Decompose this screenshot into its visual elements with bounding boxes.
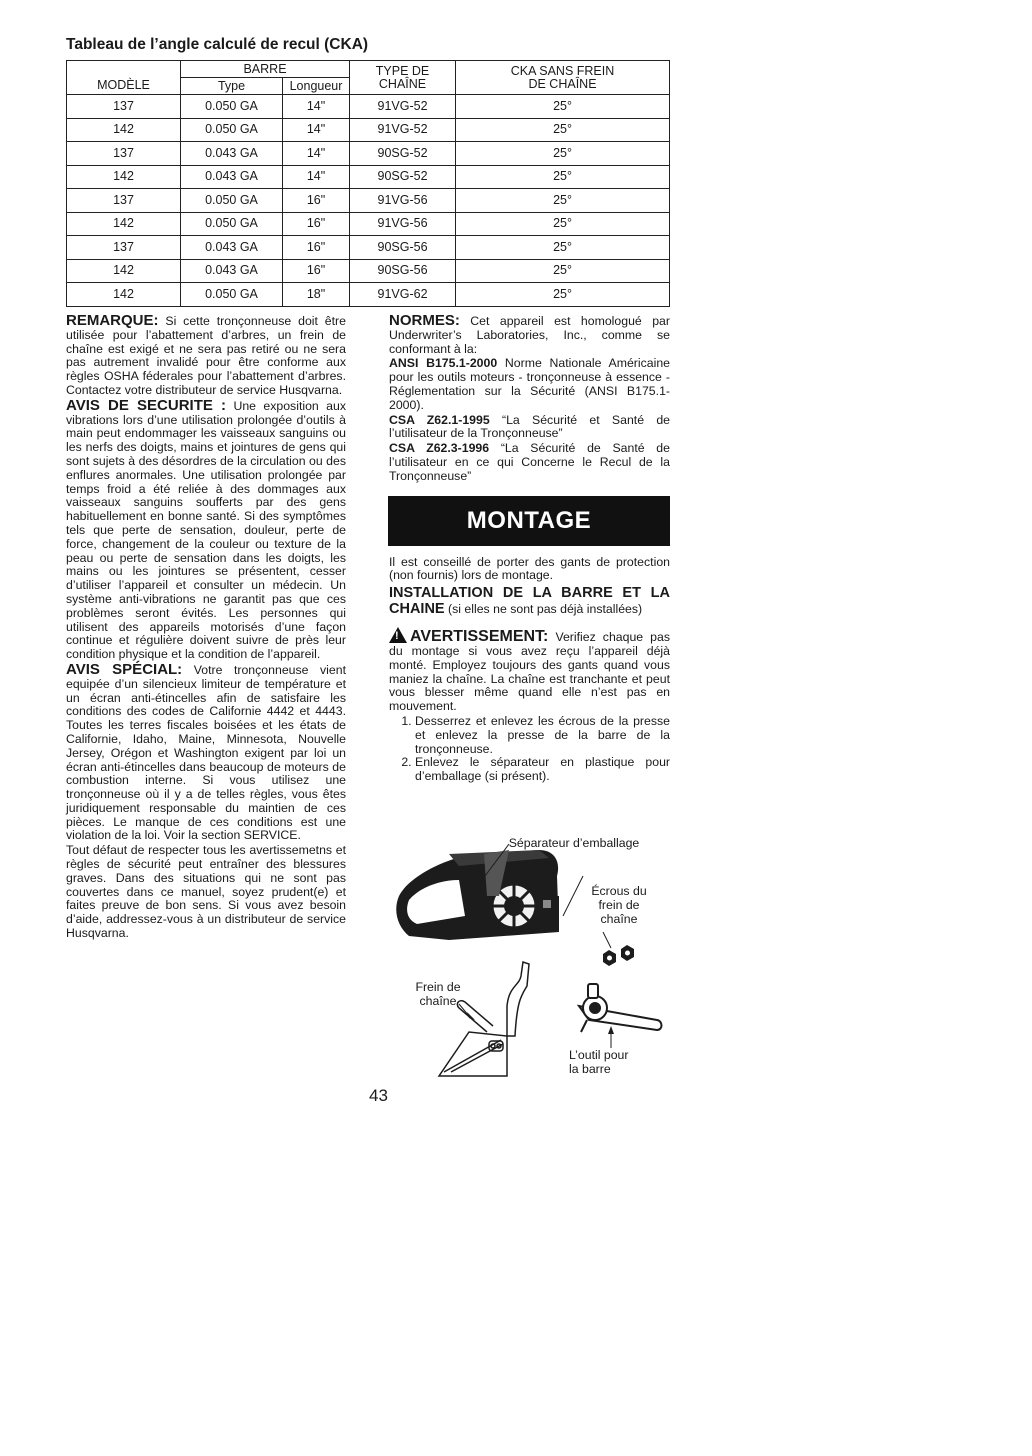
montage-banner: MONTAGE	[388, 496, 670, 546]
csa3-lead: CSA Z62.3-1996	[389, 441, 490, 456]
cell-longueur: 14"	[283, 165, 350, 189]
install-note: (si elles ne sont pas déjà installées)	[448, 602, 643, 617]
csa3-text: “La Sécurité de Santé de l’utilisateur en ce qui Concerne le Recul de la Tronçonneuse”	[389, 441, 670, 483]
cell-modele: 137	[67, 95, 181, 119]
remarque-text: Si cette tronçonneuse doit être utilisée pour l’abattement d’arbres, un frein de chaîne est exigé et ne sera pas retiré ou ne sera pas autrement invalidé pour être conforme aux règles OSHA féderales pour l’abattement d’arbres. Contactez votre distributeur de service Husqvarna.	[66, 314, 346, 397]
cell-chaine: 91VG-52	[350, 95, 456, 119]
cell-modele: 142	[67, 118, 181, 142]
cell-chaine: 91VG-62	[350, 283, 456, 307]
warning-lead: AVERTISSEMENT:	[410, 628, 549, 646]
cell-chaine: 90SG-56	[350, 259, 456, 283]
csa3-paragraph	[389, 442, 670, 483]
cell-type: 0.050 GA	[181, 212, 283, 236]
cell-longueur: 16"	[283, 189, 350, 213]
header-type: Type	[181, 78, 283, 95]
warning-text: Verifiez chaque pas du montage si vous avez reçu l’appareil déjà monté. Employez toujours des gants quand vous maniez la chaîne. La chaîne est tranchante et peut vous blesser même quand elle n’est pas en mouvement.	[389, 630, 671, 714]
cell-cka: 25°	[456, 212, 670, 236]
table-row	[67, 189, 670, 213]
cell-longueur: 14"	[283, 95, 350, 119]
header-type-chaine: TYPE DE CHAÎNE	[350, 61, 456, 95]
cell-chaine: 90SG-56	[350, 236, 456, 260]
assembly-figure	[389, 836, 670, 1086]
cell-type: 0.050 GA	[181, 118, 283, 142]
ansi-paragraph	[389, 357, 670, 412]
bar-tool-icon	[579, 984, 662, 1032]
csa1-paragraph	[389, 414, 670, 442]
label-ecrous-line3: chaîne	[600, 912, 638, 926]
cell-type: 0.050 GA	[181, 189, 283, 213]
cell-modele: 142	[67, 283, 181, 307]
table-row	[67, 142, 670, 166]
cell-chaine: 91VG-56	[350, 189, 456, 213]
table-row	[67, 118, 670, 142]
special-paragraph	[66, 660, 346, 843]
step-1: 1. Desserrez et enlevez les écrous de la presse et enlevez la presse de la barre de la tronçonneuse.	[415, 715, 670, 756]
cell-type: 0.050 GA	[181, 283, 283, 307]
securite-lead: AVIS DE SECURITE :	[66, 396, 227, 414]
normes-paragraph	[389, 314, 670, 356]
step-2: 2. Enlevez le séparateur en plastique pour d’emballage (si présent).	[415, 756, 670, 784]
cell-chaine: 91VG-56	[350, 212, 456, 236]
cell-chaine: 91VG-52	[350, 118, 456, 142]
label-frein-line2: chaîne	[419, 994, 457, 1008]
nuts-icon	[603, 932, 634, 966]
csa1-lead: CSA Z62.1-1995	[389, 412, 490, 427]
header-cka: CKA SANS FREIN DE CHAÎNE	[456, 61, 670, 95]
cell-cka: 25°	[456, 142, 670, 166]
label-ecrous-line1: Écrous du	[591, 884, 647, 898]
table-row	[67, 259, 670, 283]
ansi-text: Norme Nationale Américaine pour les outils moteurs - tronçonneuse à essence - Réglementation sur la Sécurité (ANSI B175.1-2000).	[389, 356, 671, 412]
cell-modele: 142	[67, 212, 181, 236]
table-row	[67, 95, 670, 119]
header-barre: BARRE	[181, 61, 350, 78]
install-paragraph	[389, 585, 670, 617]
cell-type: 0.050 GA	[181, 95, 283, 119]
chainsaw-illustration	[389, 836, 670, 1086]
cell-cka: 25°	[456, 118, 670, 142]
table-row	[67, 212, 670, 236]
cell-longueur: 14"	[283, 142, 350, 166]
left-column	[66, 314, 346, 942]
csa1-text: “La Sécurité et Santé de l’utilisateur de la Tronçonneuse”	[389, 412, 671, 441]
table-row	[67, 236, 670, 260]
cell-longueur: 14"	[283, 118, 350, 142]
steps-list	[389, 715, 670, 784]
cell-cka: 25°	[456, 283, 670, 307]
cell-type: 0.043 GA	[181, 259, 283, 283]
header-longueur: Longueur	[283, 78, 350, 95]
install-heading: INSTALLATION DE LA BARRE ET LA CHAINE	[389, 585, 670, 618]
remarque-paragraph	[66, 314, 346, 398]
cell-type: 0.043 GA	[181, 236, 283, 260]
cell-modele: 137	[67, 236, 181, 260]
ansi-lead: ANSI B175.1-2000	[389, 356, 498, 371]
cell-modele: 137	[67, 142, 181, 166]
cell-chaine: 90SG-52	[350, 165, 456, 189]
chainsaw-icon	[396, 844, 559, 940]
cell-cka: 25°	[456, 236, 670, 260]
cell-type: 0.043 GA	[181, 165, 283, 189]
cell-modele: 142	[67, 165, 181, 189]
table-row	[67, 165, 670, 189]
page-number: 43	[369, 1086, 388, 1105]
normes-lead: NORMES:	[389, 312, 460, 329]
cell-longueur: 16"	[283, 236, 350, 260]
label-outil-line1: L’outil pour	[569, 1048, 629, 1062]
securite-text: Une exposition aux vibrations lors d’une utilisation prolongée d’outils à main peut endommager les vaisseaux sanguins ou les nerfs des doigts, mains et jointures de gens qui sont sujets à des désordres de la circulation ou des enflures anormales. Une utilisation prolongée par temps froid a été reliée à des dommages aux vaisseaux sanguins soufferts par des gens habituellement en bonne santé. Si des symptômes tels que perte de sensation, douleur, perte de force, changement de la couleur ou texture de la peau ou perte de sensation dans les doigts, les mains ou les jointures se présentent, cesser d’utiliser l’appareil et consulter un médecin. Un système anti-vibrations ne garantit pas que ces problèmes seront évités. Les personnes qui utilisent des appareils motorisés d’une façon continue et régulière doivent suivre de près leur condition physique et la condition de l’appareil.	[66, 398, 346, 662]
cell-longueur: 16"	[283, 259, 350, 283]
cka-table	[66, 60, 670, 307]
defaut-paragraph: Tout défaut de respecter tous les avertissemetns et règles de sécurité peut entraîner des blessures graves. Dans des situations qui ne sont pas couvertes dans ce manuel, soyez prudent(e) et faites preuve de bon sens. Si vous avez besoin d’aide, addressez-vous à un distributeur de service Husqvarna.	[66, 843, 346, 941]
warning-triangle-icon: !	[389, 627, 407, 643]
cell-longueur: 18"	[283, 283, 350, 307]
table-title: Tableau de l’angle calculé de recul (CKA)	[66, 36, 369, 53]
cell-cka: 25°	[456, 95, 670, 119]
gants-paragraph: Il est conseillé de porter des gants de protection (non fournis) lors de montage.	[389, 554, 670, 583]
special-text: Votre tronçonneuse vient equipée d’un silencieux limiteur de température et un écran anti-étincelles afin de satisfaire les conditions des codes de Californie 4442 et 4443. Toutes les terres fiscales boisées et les états de Californie, Idaho, Maine, Minnesota, Nouvelle Jersey, Orégon et Washington exigent par loi un écran anti-étincelles dans beaucoup de moteurs de combustion interne. Si vous utilisez une tronçonneuse où il y a de telles règles, vous êtes juridiquement responsable du maintien de ces pièces. Le manque de ces conditions est une violation de la loi. Voir la section SERVICE.	[66, 662, 346, 843]
label-outil-line2: la barre	[569, 1062, 611, 1076]
table-row	[67, 283, 670, 307]
cell-type: 0.043 GA	[181, 142, 283, 166]
chain-brake-icon	[439, 962, 529, 1076]
securite-paragraph	[66, 396, 346, 662]
cell-cka: 25°	[456, 259, 670, 283]
cell-cka: 25°	[456, 165, 670, 189]
warning-paragraph	[389, 627, 670, 714]
label-ecrous-line2: frein de	[598, 898, 640, 912]
cell-modele: 142	[67, 259, 181, 283]
label-frein-line1: Frein de	[415, 980, 461, 994]
cell-longueur: 16"	[283, 212, 350, 236]
special-lead: AVIS SPÉCIAL:	[66, 660, 183, 678]
label-separateur: Séparateur d’emballage	[508, 836, 640, 850]
normes-text: Cet appareil est homologué par Underwriter’s Laboratories, Inc., comme se conformant à la:	[389, 314, 670, 356]
cell-cka: 25°	[456, 189, 670, 213]
header-modele: MODÈLE	[67, 61, 181, 95]
cell-modele: 137	[67, 189, 181, 213]
right-column	[389, 314, 670, 784]
remarque-lead: REMARQUE:	[66, 312, 159, 329]
cell-chaine: 90SG-52	[350, 142, 456, 166]
